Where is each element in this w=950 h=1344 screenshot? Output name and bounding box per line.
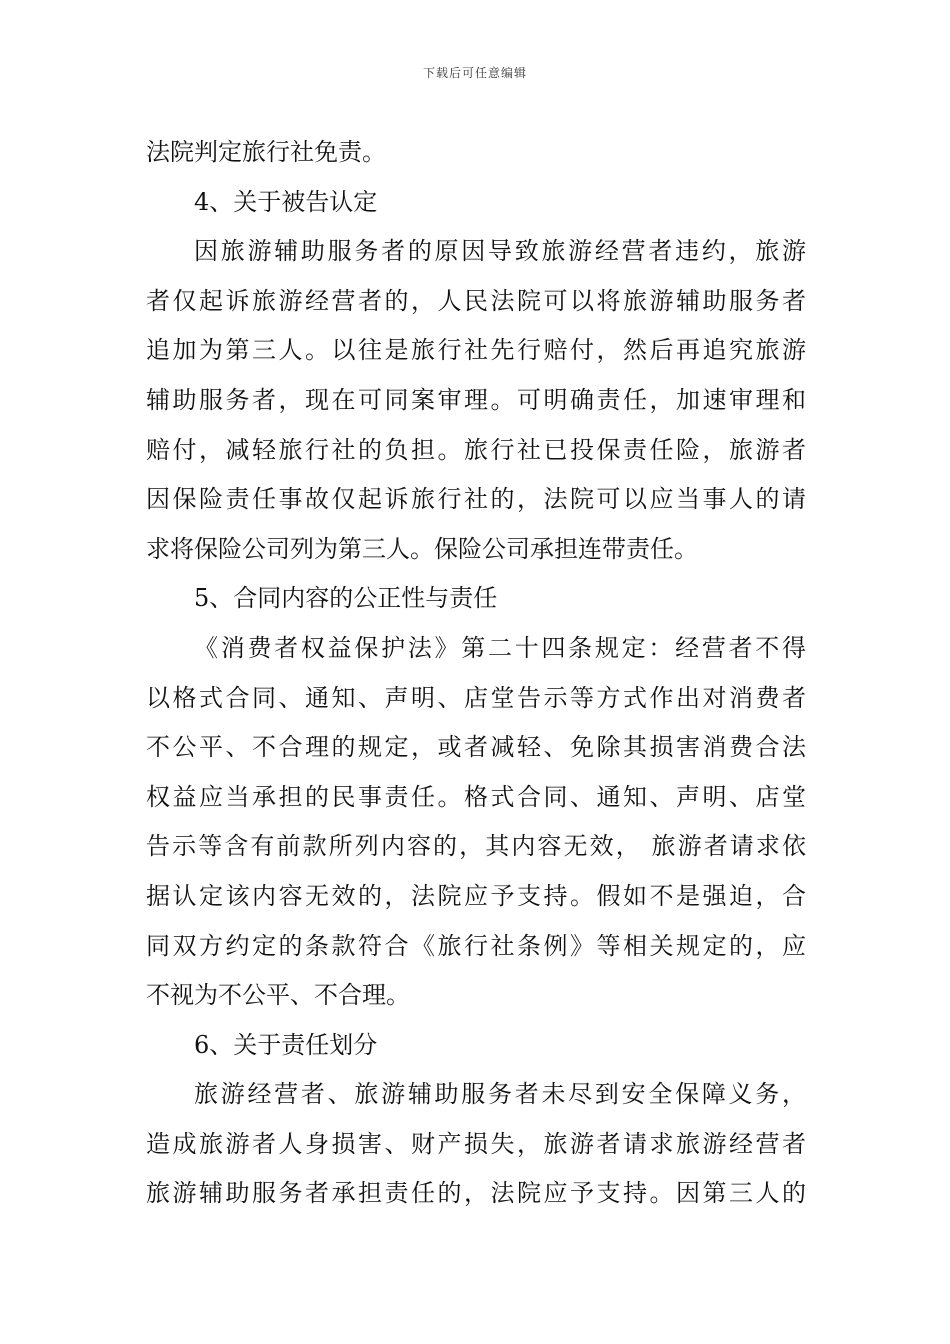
paragraph-line: 旅游辅助服务者承担责任的，法院应予支持。因第三人的 bbox=[146, 1179, 806, 1208]
paragraph-line: 以格式合同、通知、声明、店堂告示等方式作出对消费者 bbox=[146, 683, 806, 712]
paragraph-line: 据认定该内容无效的，法院应予支持。假如不是强迫，合 bbox=[146, 881, 806, 910]
section-heading: 5、合同内容的公正性与责任 bbox=[194, 584, 498, 613]
paragraph-line: 因保险责任事故仅起诉旅行社的，法院可以应当事人的请 bbox=[146, 485, 806, 514]
paragraph-line: 《消费者权益保护法》第二十四条规定：经营者不得 bbox=[194, 633, 806, 662]
paragraph-line: 赔付，减轻旅行社的负担。旅行社已投保责任险，旅游者 bbox=[146, 435, 806, 464]
paragraph-line: 不公平、不合理的规定，或者减轻、免除其损害消费合法 bbox=[146, 733, 806, 762]
document-body bbox=[146, 128, 806, 1219]
paragraph-line: 告示等含有前款所列内容的，其内容无效， 旅游者请求依 bbox=[146, 832, 806, 861]
paragraph-line: 旅游经营者、旅游辅助服务者未尽到安全保障义务， bbox=[194, 1080, 806, 1109]
paragraph-line: 因旅游辅助服务者的原因导致旅游经营者违约，旅游 bbox=[194, 237, 806, 266]
section-heading: 6、关于责任划分 bbox=[194, 1030, 378, 1059]
paragraph-line: 同双方约定的条款符合《旅行社条例》等相关规定的，应 bbox=[146, 931, 806, 960]
section-heading: 4、关于被告认定 bbox=[194, 187, 378, 216]
paragraph-line: 法院判定旅行社免责。 bbox=[146, 138, 386, 166]
paragraph-line: 辅助服务者，现在可同案审理。可明确责任，加速审理和 bbox=[146, 385, 806, 414]
paragraph-line: 求将保险公司列为第三人。保险公司承担连带责任。 bbox=[146, 534, 698, 563]
paragraph-line: 权益应当承担的民事责任。格式合同、通知、声明、店堂 bbox=[146, 782, 806, 811]
paragraph-line: 追加为第三人。以往是旅行社先行赔付，然后再追究旅游 bbox=[146, 336, 806, 365]
paragraph-line: 造成旅游者人身损害、财产损失，旅游者请求旅游经营者 bbox=[146, 1129, 806, 1158]
page-header: 下载后可任意编辑 bbox=[422, 66, 527, 80]
paragraph-line: 者仅起诉旅游经营者的，人民法院可以将旅游辅助服务者 bbox=[146, 286, 806, 315]
paragraph-line: 不视为不公平、不合理。 bbox=[146, 981, 410, 1010]
